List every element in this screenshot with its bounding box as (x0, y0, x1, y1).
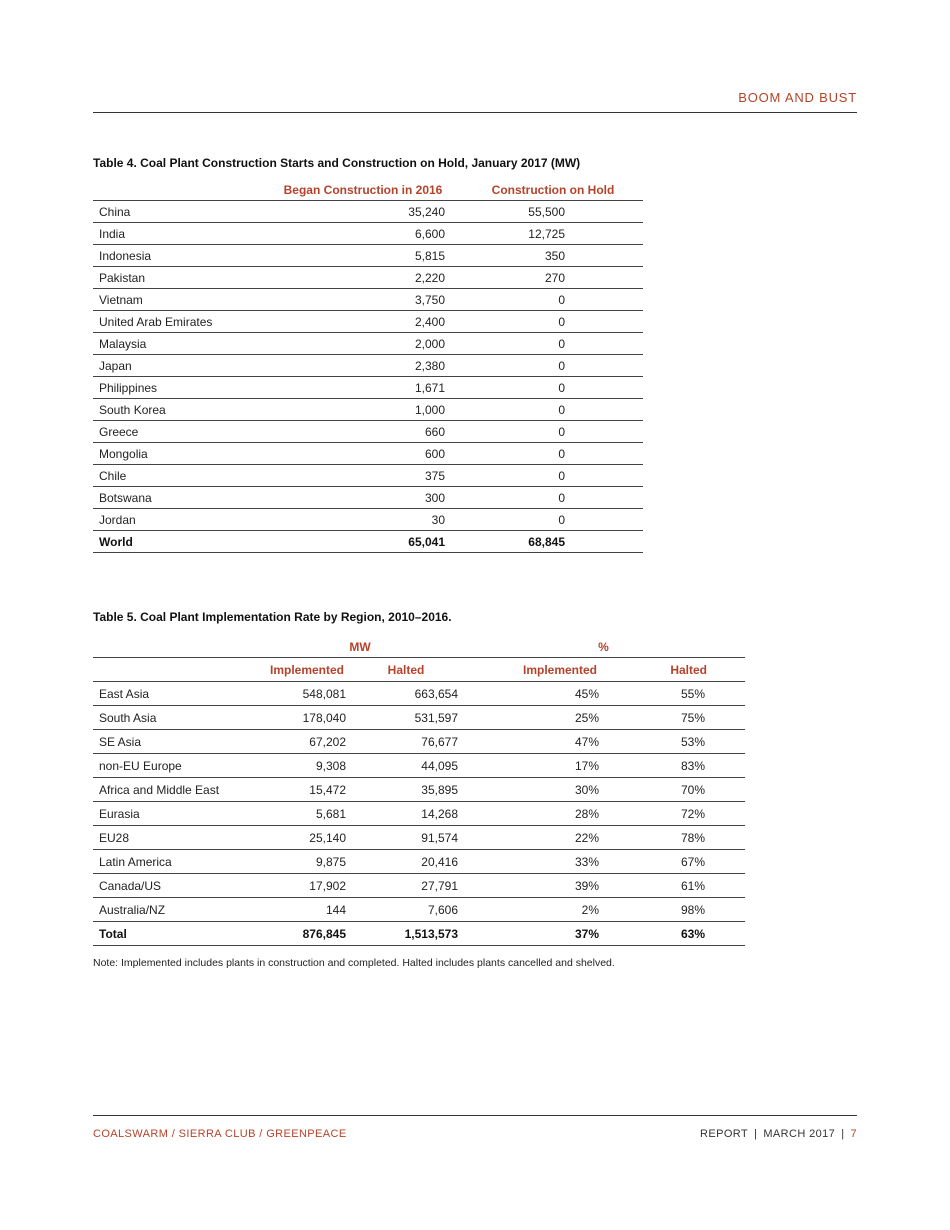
table5-cell: 75% (603, 706, 745, 730)
table5-cell: East Asia (93, 682, 258, 706)
table5-cell: 2% (462, 898, 603, 922)
table5-cell: Australia/NZ (93, 898, 258, 922)
table4-total-row (93, 531, 643, 553)
table5-cell: 548,081 (258, 682, 350, 706)
table5-cell: 27,791 (350, 874, 462, 898)
table5-row (93, 754, 745, 778)
table4 (93, 180, 643, 553)
table4-cell: 3,750 (263, 289, 463, 311)
table4-cell: 270 (463, 267, 643, 289)
table5-cell: 35,895 (350, 778, 462, 802)
table5-row (93, 850, 745, 874)
table4-row (93, 443, 643, 465)
table5-cell: 91,574 (350, 826, 462, 850)
table5-cell: 63% (603, 922, 745, 946)
table5-group-mw: MW (349, 640, 371, 654)
table5-cell: 39% (462, 874, 603, 898)
table5-cell: 37% (462, 922, 603, 946)
table4-cell: World (93, 531, 263, 553)
table4-title: Table 4. Coal Plant Construction Starts and Construction on Hold, January 2017 (MW) (93, 156, 581, 170)
table4-row (93, 223, 643, 245)
table5-row (93, 730, 745, 754)
table5-cell: 663,654 (350, 682, 462, 706)
table5-cell: 17% (462, 754, 603, 778)
table5-row (93, 874, 745, 898)
table4-row (93, 421, 643, 443)
table5-cell: 67% (603, 850, 745, 874)
table5-cell: SE Asia (93, 730, 258, 754)
table5-cell: Africa and Middle East (93, 778, 258, 802)
table4-row (93, 355, 643, 377)
table5-cell: 876,845 (258, 922, 350, 946)
table5-header-pct-implemented: Implemented (462, 658, 603, 682)
table5-cell: 30% (462, 778, 603, 802)
table5-cell: 61% (603, 874, 745, 898)
table5-cell: 67,202 (258, 730, 350, 754)
table4-cell: 0 (463, 311, 643, 333)
table5-cell: 20,416 (350, 850, 462, 874)
table4-cell: Jordan (93, 509, 263, 531)
table5-group-spacer (93, 637, 258, 658)
table5-cell: 1,513,573 (350, 922, 462, 946)
table5-cell: 28% (462, 802, 603, 826)
table5-header-region (93, 658, 258, 682)
table5-cell: 98% (603, 898, 745, 922)
table4-cell: 5,815 (263, 245, 463, 267)
table5-cell: 17,902 (258, 874, 350, 898)
table4-cell: Indonesia (93, 245, 263, 267)
table4-cell: United Arab Emirates (93, 311, 263, 333)
table5-total-row (93, 922, 745, 946)
table5-cell: 44,095 (350, 754, 462, 778)
table4-cell: Greece (93, 421, 263, 443)
table4-header-row (93, 180, 643, 201)
table5-cell: 83% (603, 754, 745, 778)
table5-cell: 144 (258, 898, 350, 922)
table4-row (93, 201, 643, 223)
table5-cell: EU28 (93, 826, 258, 850)
table5-group-pct: % (598, 640, 609, 654)
footer-separator: | (754, 1128, 758, 1140)
footer-organizations: COALSWARM / SIERRA CLUB / GREENPEACE (93, 1128, 347, 1140)
table5-row (93, 682, 745, 706)
table4-cell: 2,380 (263, 355, 463, 377)
table5 (93, 637, 745, 946)
table4-cell: Botswana (93, 487, 263, 509)
table5-header-mw-halted: Halted (350, 658, 462, 682)
table5-cell: 47% (462, 730, 603, 754)
table4-row (93, 267, 643, 289)
table5-cell: 7,606 (350, 898, 462, 922)
table5-cell: 53% (603, 730, 745, 754)
header-divider (93, 112, 857, 113)
table5-body (93, 682, 745, 946)
table4-row (93, 289, 643, 311)
table4-cell: Mongolia (93, 443, 263, 465)
table4-cell: 0 (463, 333, 643, 355)
table4-cell: 0 (463, 421, 643, 443)
table4-cell: 35,240 (263, 201, 463, 223)
table4-cell: 300 (263, 487, 463, 509)
table4-cell: 0 (463, 377, 643, 399)
table5-cell: 9,308 (258, 754, 350, 778)
table5-cell: 33% (462, 850, 603, 874)
table5-cell: Eurasia (93, 802, 258, 826)
table5-note: Note: Implemented includes plants in construction and completed. Halted includes plants cancelled and shelved. (93, 957, 615, 969)
table5-row (93, 778, 745, 802)
table5-cell: 78% (603, 826, 745, 850)
table5-row (93, 898, 745, 922)
table4-cell: 375 (263, 465, 463, 487)
table5-header-row (93, 658, 745, 682)
table4-cell: Pakistan (93, 267, 263, 289)
footer-divider (93, 1115, 857, 1116)
table4-row (93, 509, 643, 531)
table5-cell: 72% (603, 802, 745, 826)
footer-report-label: REPORT (700, 1128, 749, 1140)
table4-cell: 6,600 (263, 223, 463, 245)
table4-cell: 350 (463, 245, 643, 267)
table5-cell: Total (93, 922, 258, 946)
table4-cell: 30 (263, 509, 463, 531)
table5-cell: 55% (603, 682, 745, 706)
table4-header-country (93, 180, 263, 201)
table4-cell: 1,000 (263, 399, 463, 421)
table4-body (93, 201, 643, 553)
table4-cell: Japan (93, 355, 263, 377)
table5-row (93, 706, 745, 730)
table5-cell: 15,472 (258, 778, 350, 802)
table4-cell: 12,725 (463, 223, 643, 245)
table4-cell: South Korea (93, 399, 263, 421)
running-header-title: BOOM AND BUST (738, 90, 857, 105)
table4-cell: 2,220 (263, 267, 463, 289)
table5-cell: 25,140 (258, 826, 350, 850)
table4-cell: 0 (463, 487, 643, 509)
table4-cell: India (93, 223, 263, 245)
table5-cell: 14,268 (350, 802, 462, 826)
table4-cell: 1,671 (263, 377, 463, 399)
table4-cell: 0 (463, 509, 643, 531)
table4-cell: 0 (463, 355, 643, 377)
table4-cell: 65,041 (263, 531, 463, 553)
table4-cell: 0 (463, 289, 643, 311)
footer-page-number: 7 (850, 1128, 857, 1140)
table5-title: Table 5. Coal Plant Implementation Rate by Region, 2010–2016. (93, 610, 452, 624)
table4-cell: 2,400 (263, 311, 463, 333)
table4-cell: 68,845 (463, 531, 643, 553)
table4-row (93, 333, 643, 355)
table5-header-pct-halted: Halted (603, 658, 745, 682)
table4-header-began: Began Construction in 2016 (283, 183, 443, 197)
table4-row (93, 377, 643, 399)
table5-group-row (93, 637, 745, 658)
table5-cell: 22% (462, 826, 603, 850)
table4-cell: Philippines (93, 377, 263, 399)
footer-date: MARCH 2017 (763, 1128, 836, 1140)
table5-cell: South Asia (93, 706, 258, 730)
table4-cell: Malaysia (93, 333, 263, 355)
table5-cell: 531,597 (350, 706, 462, 730)
table5-cell: 5,681 (258, 802, 350, 826)
table5-cell: 9,875 (258, 850, 350, 874)
table4-row (93, 245, 643, 267)
table4-cell: Vietnam (93, 289, 263, 311)
table5-cell: 76,677 (350, 730, 462, 754)
table4-cell: 2,000 (263, 333, 463, 355)
footer-report-info (700, 1128, 857, 1140)
table5-cell: 25% (462, 706, 603, 730)
table4-cell: 0 (463, 399, 643, 421)
table4-row (93, 465, 643, 487)
table4-row (93, 399, 643, 421)
table5-row (93, 802, 745, 826)
table5-row (93, 826, 745, 850)
table5-cell: non-EU Europe (93, 754, 258, 778)
footer-separator: | (841, 1128, 845, 1140)
table4-cell: 55,500 (463, 201, 643, 223)
table4-cell: Chile (93, 465, 263, 487)
table5-cell: 178,040 (258, 706, 350, 730)
table5-cell: 70% (603, 778, 745, 802)
table4-row (93, 487, 643, 509)
table4-cell: 0 (463, 443, 643, 465)
table4-cell: 0 (463, 465, 643, 487)
table4-cell: 660 (263, 421, 463, 443)
table4-cell: 600 (263, 443, 463, 465)
table5-cell: Canada/US (93, 874, 258, 898)
table4-cell: China (93, 201, 263, 223)
table5-cell: 45% (462, 682, 603, 706)
table4-header-hold: Construction on Hold (491, 183, 615, 197)
table5-header-mw-implemented: Implemented (258, 658, 350, 682)
table5-cell: Latin America (93, 850, 258, 874)
table4-row (93, 311, 643, 333)
